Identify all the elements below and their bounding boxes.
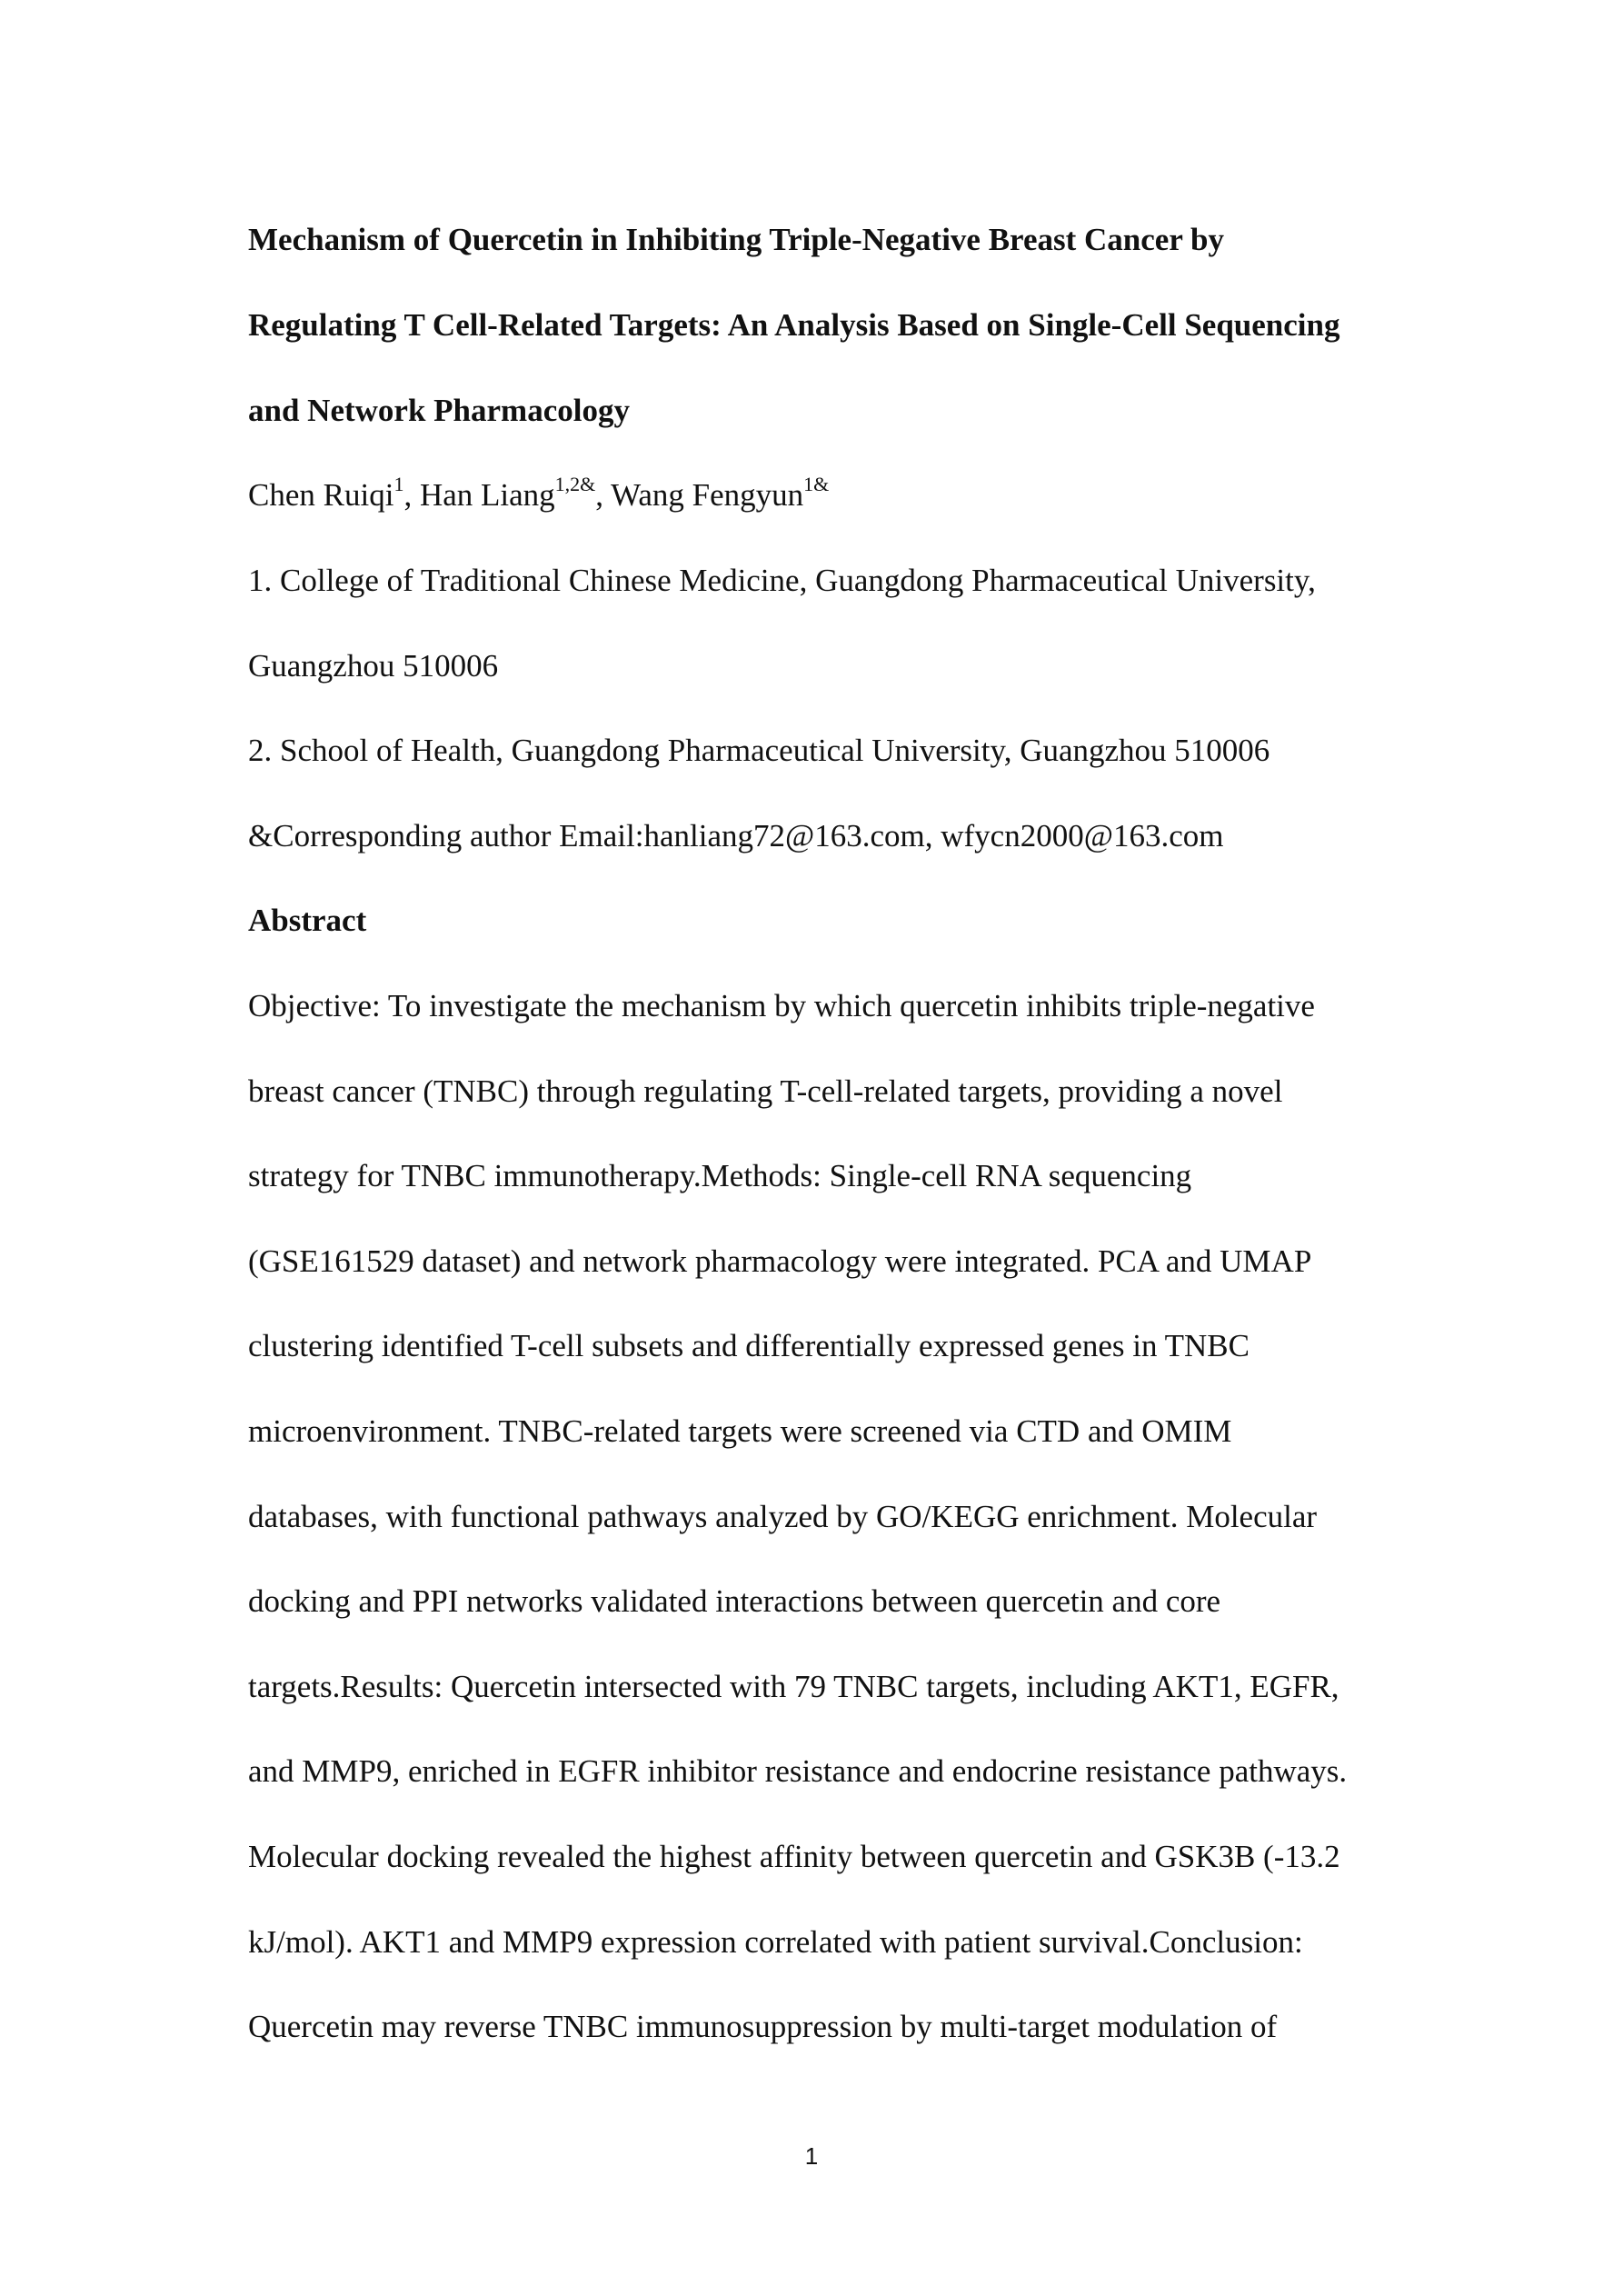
author-name: Chen Ruiqi xyxy=(248,477,394,513)
abstract-line: microenvironment. TNBC-related targets were screened via CTD and OMIM xyxy=(248,1413,1232,1449)
abstract-line: Molecular docking revealed the highest affinity between quercetin and GSK3B (-13.2 xyxy=(248,1839,1340,1874)
author-list xyxy=(248,475,1429,515)
author-separator: , xyxy=(403,477,420,513)
affiliation-line: 2. School of Health, Guangdong Pharmaceutical University, Guangzhou 510006 xyxy=(248,733,1270,768)
abstract-line: Objective: To investigate the mechanism by which quercetin inhibits triple-negative xyxy=(248,988,1315,1023)
author-affiliation-marker: 1& xyxy=(803,473,830,496)
author-separator: , xyxy=(595,477,612,513)
abstract-line: clustering identified T-cell subsets and differentially expressed genes in TNBC xyxy=(248,1328,1250,1363)
abstract-line: docking and PPI networks validated interactions between quercetin and core xyxy=(248,1583,1221,1619)
abstract-line: and MMP9, enriched in EGFR inhibitor resistance and endocrine resistance pathways. xyxy=(248,1753,1348,1789)
title-line-3: and Network Pharmacology xyxy=(248,393,630,428)
affiliation-line: Guangzhou 510006 xyxy=(248,648,499,684)
corresponding-author-line: &Corresponding author Email:hanliang72@163.com, wfycn2000@163.com xyxy=(248,818,1224,854)
abstract-line: strategy for TNBC immunotherapy.Methods: Single-cell RNA sequencing xyxy=(248,1158,1192,1193)
abstract-line: kJ/mol). AKT1 and MMP9 expression correlated with patient survival.Conclusion: xyxy=(248,1924,1303,1960)
author-affiliation-marker: 1 xyxy=(393,473,404,496)
author-name: Wang Fengyun xyxy=(611,477,804,513)
author-affiliation-marker: 1,2& xyxy=(554,473,596,496)
affiliation-line: 1. College of Traditional Chinese Medicine, Guangdong Pharmaceutical University, xyxy=(248,563,1316,598)
abstract-line: (GSE161529 dataset) and network pharmacology were integrated. PCA and UMAP xyxy=(248,1243,1312,1279)
title-line-2: Regulating T Cell-Related Targets: An Analysis Based on Single-Cell Sequencing xyxy=(248,307,1340,343)
author-name: Han Liang xyxy=(419,477,555,513)
abstract-line: breast cancer (TNBC) through regulating T-cell-related targets, providing a novel xyxy=(248,1073,1283,1109)
abstract-heading: Abstract xyxy=(248,903,367,938)
page-number: 1 xyxy=(804,2142,819,2170)
title-line-1: Mechanism of Quercetin in Inhibiting Triple-Negative Breast Cancer by xyxy=(248,222,1224,257)
abstract-line: targets.Results: Quercetin intersected with 79 TNBC targets, including AKT1, EGFR, xyxy=(248,1669,1339,1704)
abstract-line: Quercetin may reverse TNBC immunosuppression by multi-target modulation of xyxy=(248,2009,1278,2044)
abstract-line: databases, with functional pathways analyzed by GO/KEGG enrichment. Molecular xyxy=(248,1499,1318,1534)
